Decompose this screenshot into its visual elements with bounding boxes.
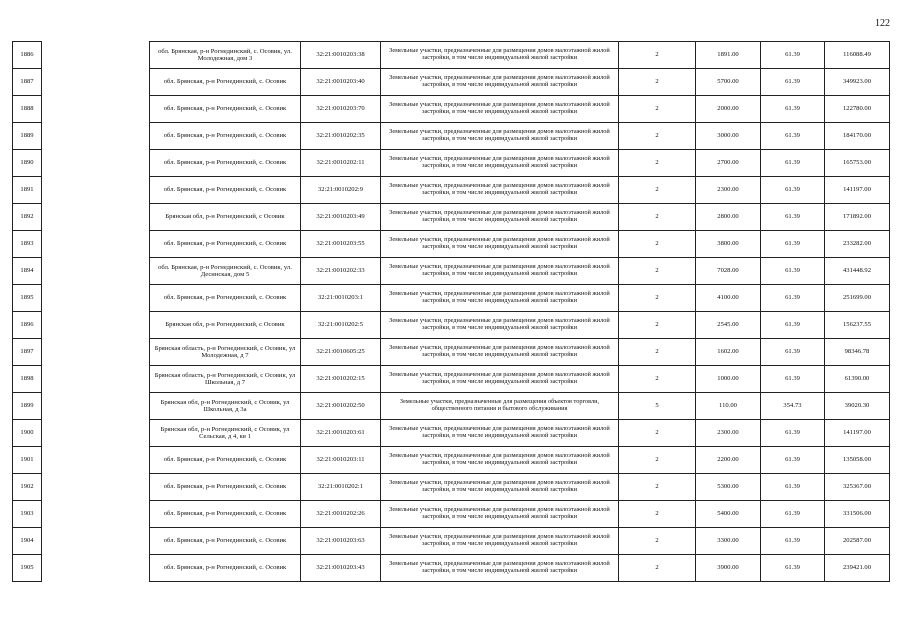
address-cell: обл. Брянская, р-н Рогнединский, с. Осовик xyxy=(150,69,301,96)
row-number-cell: 1899 xyxy=(13,393,42,420)
cadastral-value-cell: 165753.00 xyxy=(825,150,890,177)
table-row xyxy=(13,285,890,312)
table-body xyxy=(13,42,890,582)
spacer-cell xyxy=(42,150,150,177)
address-cell: обл. Брянская, р-н Рогнединский, с. Осовик xyxy=(150,150,301,177)
rate-cell: 61.39 xyxy=(761,150,825,177)
table-row xyxy=(13,393,890,420)
spacer-cell xyxy=(42,42,150,69)
spacer-cell xyxy=(42,501,150,528)
spacer-cell xyxy=(42,96,150,123)
table-row xyxy=(13,447,890,474)
cadastral-number-cell: 32:21:0010203:38 xyxy=(301,42,381,69)
spacer-cell xyxy=(42,366,150,393)
cadastral-value-cell: 156237.55 xyxy=(825,312,890,339)
group-cell: 2 xyxy=(619,231,696,258)
group-cell: 2 xyxy=(619,312,696,339)
area-cell: 3800.00 xyxy=(696,231,761,258)
table-row xyxy=(13,474,890,501)
land-use-cell: Земельные участки, предназначенные для размещения домов малоэтажной жилой застройки, в том числе индивидуальной жилой застройки xyxy=(381,258,619,285)
group-cell: 2 xyxy=(619,96,696,123)
area-cell: 4100.00 xyxy=(696,285,761,312)
land-use-cell: Земельные участки, предназначенные для размещения домов малоэтажной жилой застройки, в том числе индивидуальной жилой застройки xyxy=(381,150,619,177)
cadastral-value-cell: 331506.00 xyxy=(825,501,890,528)
cadastral-value-cell: 61390.00 xyxy=(825,366,890,393)
cadastral-number-cell: 32:21:0010605:25 xyxy=(301,339,381,366)
group-cell: 2 xyxy=(619,285,696,312)
cadastral-number-cell: 32:21:0010202:11 xyxy=(301,150,381,177)
cadastral-number-cell: 32:21:0010202:33 xyxy=(301,258,381,285)
area-cell: 3000.00 xyxy=(696,123,761,150)
row-number-cell: 1904 xyxy=(13,528,42,555)
cadastral-value-cell: 184170.00 xyxy=(825,123,890,150)
table-row xyxy=(13,312,890,339)
address-cell: обл. Брянская, р-н Рогнединский, с. Осовик xyxy=(150,96,301,123)
cadastral-number-cell: 32:21:0010203:40 xyxy=(301,69,381,96)
area-cell: 2700.00 xyxy=(696,150,761,177)
spacer-cell xyxy=(42,258,150,285)
cadastral-number-cell: 32:21:0010203:63 xyxy=(301,528,381,555)
rate-cell: 61.39 xyxy=(761,177,825,204)
table-row xyxy=(13,150,890,177)
area-cell: 2000.00 xyxy=(696,96,761,123)
address-cell: Брянская обл, р-н Рогнединский, с Осовик xyxy=(150,312,301,339)
area-cell: 2300.00 xyxy=(696,420,761,447)
area-cell: 7028.00 xyxy=(696,258,761,285)
cadastral-value-cell: 39020.30 xyxy=(825,393,890,420)
address-cell: Брянская область, р-н Рогнединский, с Осовик, ул Школьная, д 7 xyxy=(150,366,301,393)
table-row xyxy=(13,231,890,258)
group-cell: 2 xyxy=(619,528,696,555)
cadastral-value-cell: 233282.00 xyxy=(825,231,890,258)
land-plots-table xyxy=(12,41,890,582)
spacer-cell xyxy=(42,528,150,555)
cadastral-number-cell: 32:21:0010202:1 xyxy=(301,474,381,501)
rate-cell: 61.39 xyxy=(761,69,825,96)
rate-cell: 354.73 xyxy=(761,393,825,420)
address-cell: обл. Брянская, р-н Рогнединский, с. Осовик, ул. Десинская, дом 5 xyxy=(150,258,301,285)
address-cell: обл. Брянская, р-н Рогнединский, с. Осовик xyxy=(150,528,301,555)
row-number-cell: 1893 xyxy=(13,231,42,258)
cadastral-number-cell: 32:21:0010202:15 xyxy=(301,366,381,393)
row-number-cell: 1901 xyxy=(13,447,42,474)
cadastral-number-cell: 32:21:0010203:43 xyxy=(301,555,381,582)
row-number-cell: 1905 xyxy=(13,555,42,582)
spacer-cell xyxy=(42,447,150,474)
row-number-cell: 1890 xyxy=(13,150,42,177)
rate-cell: 61.39 xyxy=(761,123,825,150)
table-row xyxy=(13,366,890,393)
cadastral-value-cell: 141197.00 xyxy=(825,177,890,204)
cadastral-number-cell: 32:21:0010202:5 xyxy=(301,312,381,339)
land-use-cell: Земельные участки, предназначенные для размещения домов малоэтажной жилой застройки, в том числе индивидуальной жилой застройки xyxy=(381,555,619,582)
area-cell: 1602.00 xyxy=(696,339,761,366)
row-number-cell: 1898 xyxy=(13,366,42,393)
group-cell: 2 xyxy=(619,69,696,96)
cadastral-value-cell: 202587.00 xyxy=(825,528,890,555)
rate-cell: 61.39 xyxy=(761,42,825,69)
cadastral-value-cell: 171892.00 xyxy=(825,204,890,231)
spacer-cell xyxy=(42,312,150,339)
cadastral-number-cell: 32:21:0010202:9 xyxy=(301,177,381,204)
table-row xyxy=(13,258,890,285)
spacer-cell xyxy=(42,177,150,204)
cadastral-value-cell: 135058.00 xyxy=(825,447,890,474)
land-use-cell: Земельные участки, предназначенные для размещения домов малоэтажной жилой застройки, в том числе индивидуальной жилой застройки xyxy=(381,177,619,204)
spacer-cell xyxy=(42,474,150,501)
cadastral-number-cell: 32:21:0010203:61 xyxy=(301,420,381,447)
table-row xyxy=(13,96,890,123)
table-row xyxy=(13,555,890,582)
area-cell: 2800.00 xyxy=(696,204,761,231)
land-use-cell: Земельные участки, предназначенные для размещения домов малоэтажной жилой застройки, в том числе индивидуальной жилой застройки xyxy=(381,42,619,69)
address-cell: Брянская обл, р-н Рогнединский, с Осовик, ул Сельская, д 4, кв 1 xyxy=(150,420,301,447)
land-use-cell: Земельные участки, предназначенные для размещения домов малоэтажной жилой застройки, в том числе индивидуальной жилой застройки xyxy=(381,501,619,528)
cadastral-number-cell: 32:21:0010203:11 xyxy=(301,447,381,474)
area-cell: 5400.00 xyxy=(696,501,761,528)
group-cell: 5 xyxy=(619,393,696,420)
row-number-cell: 1896 xyxy=(13,312,42,339)
table-row xyxy=(13,123,890,150)
rate-cell: 61.39 xyxy=(761,339,825,366)
rate-cell: 61.39 xyxy=(761,501,825,528)
area-cell: 3900.00 xyxy=(696,555,761,582)
address-cell: Брянская обл, р-н Рогнединский, с Осовик xyxy=(150,204,301,231)
address-cell: обл. Брянская, р-н Рогнединский, с. Осовик, ул. Молодежная, дом 3 xyxy=(150,42,301,69)
land-use-cell: Земельные участки, предназначенные для размещения домов малоэтажной жилой застройки, в том числе индивидуальной жилой застройки xyxy=(381,339,619,366)
address-cell: обл. Брянская, р-н Рогнединский, с. Осовик xyxy=(150,123,301,150)
rate-cell: 61.39 xyxy=(761,231,825,258)
spacer-cell xyxy=(42,231,150,258)
cadastral-number-cell: 32:21:0010202:35 xyxy=(301,123,381,150)
table-row xyxy=(13,177,890,204)
address-cell: Брянская обл, р-н Рогнединский, с Осовик, ул Школьная, д 3а xyxy=(150,393,301,420)
row-number-cell: 1902 xyxy=(13,474,42,501)
group-cell: 2 xyxy=(619,501,696,528)
rate-cell: 61.39 xyxy=(761,312,825,339)
row-number-cell: 1891 xyxy=(13,177,42,204)
group-cell: 2 xyxy=(619,150,696,177)
address-cell: обл. Брянская, р-н Рогнединский, с. Осовик xyxy=(150,501,301,528)
address-cell: Брянская область, р-н Рогнединский, с Осовик, ул Молодежная, д 7 xyxy=(150,339,301,366)
area-cell: 1000.00 xyxy=(696,366,761,393)
area-cell: 2300.00 xyxy=(696,177,761,204)
cadastral-number-cell: 32:21:0010202:50 xyxy=(301,393,381,420)
group-cell: 2 xyxy=(619,258,696,285)
group-cell: 2 xyxy=(619,123,696,150)
area-cell: 5300.00 xyxy=(696,474,761,501)
cadastral-number-cell: 32:21:0010203:70 xyxy=(301,96,381,123)
spacer-cell xyxy=(42,123,150,150)
group-cell: 2 xyxy=(619,420,696,447)
land-use-cell: Земельные участки, предназначенные для размещения домов малоэтажной жилой застройки, в том числе индивидуальной жилой застройки xyxy=(381,231,619,258)
cadastral-number-cell: 32:21:0010203:49 xyxy=(301,204,381,231)
cadastral-number-cell: 32:21:0010203:55 xyxy=(301,231,381,258)
spacer-cell xyxy=(42,555,150,582)
address-cell: обл. Брянская, р-н Рогнединский, с. Осовик xyxy=(150,177,301,204)
land-use-cell: Земельные участки, предназначенные для размещения домов малоэтажной жилой застройки, в том числе индивидуальной жилой застройки xyxy=(381,285,619,312)
address-cell: обл. Брянская, р-н Рогнединский, с. Осовик xyxy=(150,447,301,474)
group-cell: 2 xyxy=(619,177,696,204)
table-row xyxy=(13,528,890,555)
spacer-cell xyxy=(42,393,150,420)
cadastral-value-cell: 122780.00 xyxy=(825,96,890,123)
cadastral-value-cell: 251699.00 xyxy=(825,285,890,312)
rate-cell: 61.39 xyxy=(761,285,825,312)
cadastral-value-cell: 431448.92 xyxy=(825,258,890,285)
land-use-cell: Земельные участки, предназначенные для размещения домов малоэтажной жилой застройки, в том числе индивидуальной жилой застройки xyxy=(381,474,619,501)
land-use-cell: Земельные участки, предназначенные для размещения домов малоэтажной жилой застройки, в том числе индивидуальной жилой застройки xyxy=(381,366,619,393)
land-use-cell: Земельные участки, предназначенные для размещения домов малоэтажной жилой застройки, в том числе индивидуальной жилой застройки xyxy=(381,96,619,123)
rate-cell: 61.39 xyxy=(761,420,825,447)
cadastral-number-cell: 32:21:0010202:26 xyxy=(301,501,381,528)
area-cell: 3300.00 xyxy=(696,528,761,555)
table-row xyxy=(13,501,890,528)
row-number-cell: 1887 xyxy=(13,69,42,96)
area-cell: 2200.00 xyxy=(696,447,761,474)
cadastral-value-cell: 349923.00 xyxy=(825,69,890,96)
row-number-cell: 1894 xyxy=(13,258,42,285)
row-number-cell: 1895 xyxy=(13,285,42,312)
land-use-cell: Земельные участки, предназначенные для размещения домов малоэтажной жилой застройки, в том числе индивидуальной жилой застройки xyxy=(381,528,619,555)
row-number-cell: 1886 xyxy=(13,42,42,69)
rate-cell: 61.39 xyxy=(761,555,825,582)
table-row xyxy=(13,420,890,447)
table-row xyxy=(13,42,890,69)
spacer-cell xyxy=(42,420,150,447)
land-use-cell: Земельные участки, предназначенные для размещения домов малоэтажной жилой застройки, в том числе индивидуальной жилой застройки xyxy=(381,204,619,231)
group-cell: 2 xyxy=(619,339,696,366)
row-number-cell: 1888 xyxy=(13,96,42,123)
spacer-cell xyxy=(42,69,150,96)
rate-cell: 61.39 xyxy=(761,447,825,474)
cadastral-value-cell: 239421.00 xyxy=(825,555,890,582)
table-row xyxy=(13,204,890,231)
row-number-cell: 1900 xyxy=(13,420,42,447)
land-use-cell: Земельные участки, предназначенные для размещения домов малоэтажной жилой застройки, в том числе индивидуальной жилой застройки xyxy=(381,420,619,447)
land-use-cell: Земельные участки, предназначенные для размещения домов малоэтажной жилой застройки, в том числе индивидуальной жилой застройки xyxy=(381,123,619,150)
area-cell: 5700.00 xyxy=(696,69,761,96)
group-cell: 2 xyxy=(619,366,696,393)
cadastral-value-cell: 98346.78 xyxy=(825,339,890,366)
group-cell: 2 xyxy=(619,42,696,69)
rate-cell: 61.39 xyxy=(761,366,825,393)
row-number-cell: 1889 xyxy=(13,123,42,150)
page-number: 122 xyxy=(875,18,890,29)
rate-cell: 61.39 xyxy=(761,528,825,555)
row-number-cell: 1892 xyxy=(13,204,42,231)
rate-cell: 61.39 xyxy=(761,258,825,285)
area-cell: 110.00 xyxy=(696,393,761,420)
table-row xyxy=(13,339,890,366)
rate-cell: 61.39 xyxy=(761,204,825,231)
cadastral-value-cell: 325367.00 xyxy=(825,474,890,501)
land-use-cell: Земельные участки, предназначенные для размещения домов малоэтажной жилой застройки, в том числе индивидуальной жилой застройки xyxy=(381,69,619,96)
spacer-cell xyxy=(42,285,150,312)
cadastral-number-cell: 32:21:0010203:1 xyxy=(301,285,381,312)
spacer-cell xyxy=(42,339,150,366)
address-cell: обл. Брянская, р-н Рогнединский, с. Осовик xyxy=(150,285,301,312)
cadastral-value-cell: 141197.00 xyxy=(825,420,890,447)
group-cell: 2 xyxy=(619,555,696,582)
address-cell: обл. Брянская, р-н Рогнединский, с. Осовик xyxy=(150,474,301,501)
rate-cell: 61.39 xyxy=(761,474,825,501)
rate-cell: 61.39 xyxy=(761,96,825,123)
group-cell: 2 xyxy=(619,204,696,231)
cadastral-value-cell: 116088.49 xyxy=(825,42,890,69)
area-cell: 2545.00 xyxy=(696,312,761,339)
area-cell: 1891.00 xyxy=(696,42,761,69)
table-row xyxy=(13,69,890,96)
row-number-cell: 1903 xyxy=(13,501,42,528)
address-cell: обл. Брянская, р-н Рогнединский, с. Осовик xyxy=(150,555,301,582)
land-use-cell: Земельные участки, предназначенные для размещения домов малоэтажной жилой застройки, в том числе индивидуальной жилой застройки xyxy=(381,312,619,339)
land-use-cell: Земельные участки, предназначенные для размещения домов малоэтажной жилой застройки, в том числе индивидуальной жилой застройки xyxy=(381,447,619,474)
row-number-cell: 1897 xyxy=(13,339,42,366)
group-cell: 2 xyxy=(619,447,696,474)
spacer-cell xyxy=(42,204,150,231)
land-use-cell: Земельные участки, предназначенные для размещения объектов торговли, общественного питания и бытового обслуживания xyxy=(381,393,619,420)
address-cell: обл. Брянская, р-н Рогнединский, с. Осовик xyxy=(150,231,301,258)
group-cell: 2 xyxy=(619,474,696,501)
